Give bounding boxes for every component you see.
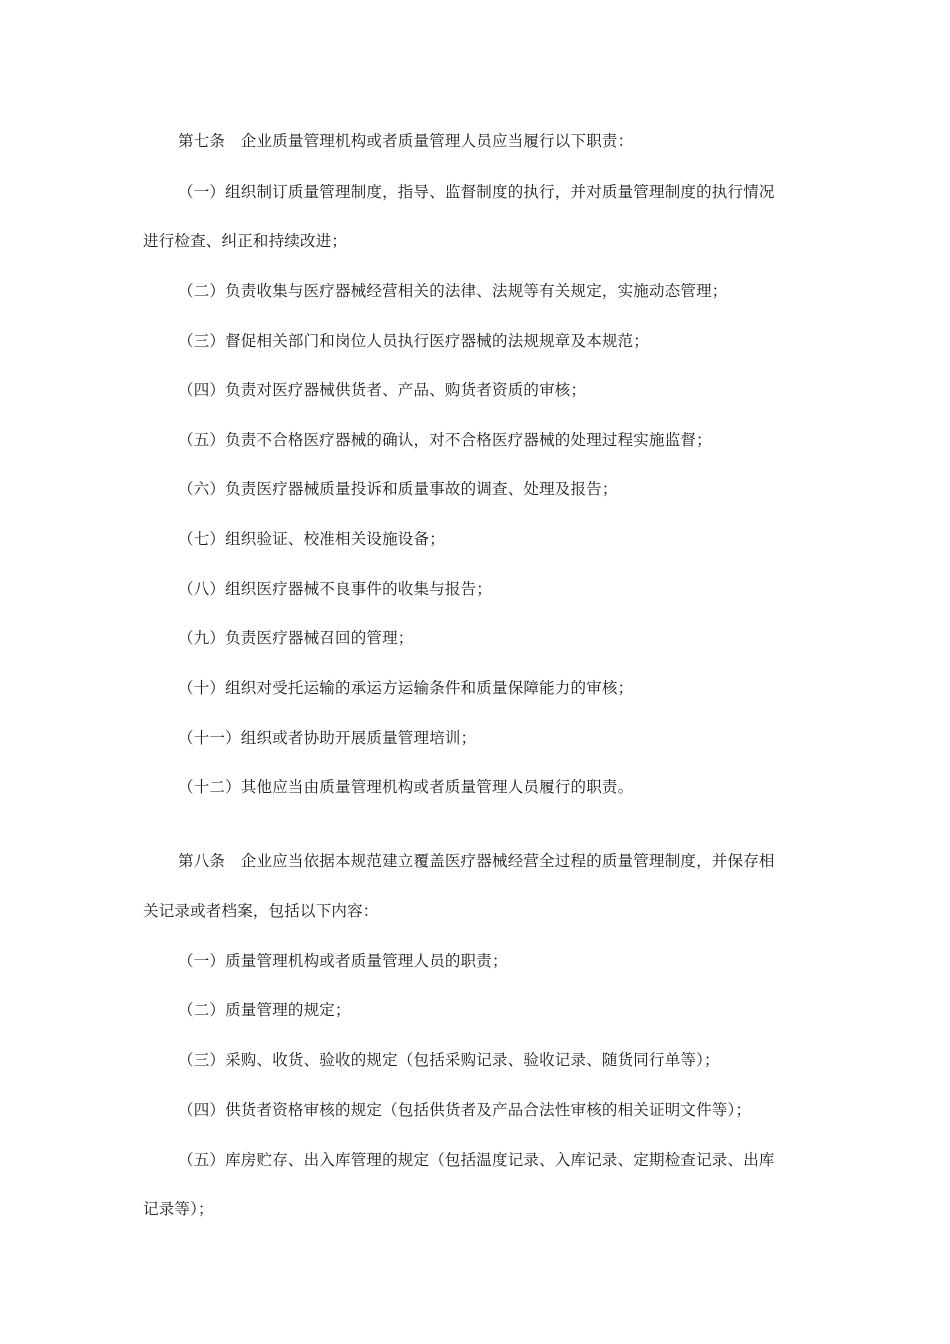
article-7-item-6: （六）负责医疗器械质量投诉和质量事故的调查、处理及报告； (178, 480, 618, 498)
article-7-item-9: （九）负责医疗器械召回的管理； (178, 629, 414, 647)
article-8-item-5: （五）库房贮存、出入库管理的规定（包括温度记录、入库记录、定期检查记录、出库 (178, 1151, 775, 1169)
article-8-heading-cont: 关记录或者档案，包括以下内容： (143, 902, 379, 920)
article-7-item-11: （十一）组织或者协助开展质量管理培训； (178, 729, 477, 747)
article-8-item-5-cont: 记录等）； (143, 1200, 214, 1218)
article-7-heading: 第七条 企业质量管理机构或者质量管理人员应当履行以下职责： (178, 132, 634, 150)
article-8-item-1: （一）质量管理机构或者质量管理人员的职责； (178, 952, 508, 970)
article-7-item-4: （四）负责对医疗器械供货者、产品、购货者资质的审核； (178, 381, 587, 399)
article-7-item-2: （二）负责收集与医疗器械经营相关的法律、法规等有关规定，实施动态管理； (178, 282, 728, 300)
article-8-heading: 第八条 企业应当依据本规范建立覆盖医疗器械经营全过程的质量管理制度，并保存相 (178, 852, 775, 870)
article-7-item-12: （十二）其他应当由质量管理机构或者质量管理人员履行的职责。 (178, 778, 634, 796)
article-8-item-3: （三）采购、收货、验收的规定（包括采购记录、验收记录、随货同行单等）； (178, 1051, 720, 1069)
article-7-item-1-cont: 进行检查、纠正和持续改进； (143, 232, 348, 250)
article-7-item-3: （三）督促相关部门和岗位人员执行医疗器械的法规规章及本规范； (178, 332, 650, 350)
article-7-item-7: （七）组织验证、校准相关设施设备； (178, 530, 445, 548)
article-7-item-5: （五）负责不合格医疗器械的确认，对不合格医疗器械的处理过程实施监督； (178, 431, 712, 449)
article-7-item-8: （八）组织医疗器械不良事件的收集与报告； (178, 580, 493, 598)
article-7-item-1: （一）组织制订质量管理制度，指导、监督制度的执行，并对质量管理制度的执行情况 (178, 183, 775, 201)
article-8-item-4: （四）供货者资格审核的规定（包括供货者及产品合法性审核的相关证明文件等）； (178, 1101, 752, 1119)
article-7-item-10: （十）组织对受托运输的承运方运输条件和质量保障能力的审核； (178, 679, 634, 697)
article-8-item-2: （二）质量管理的规定； (178, 1001, 351, 1019)
